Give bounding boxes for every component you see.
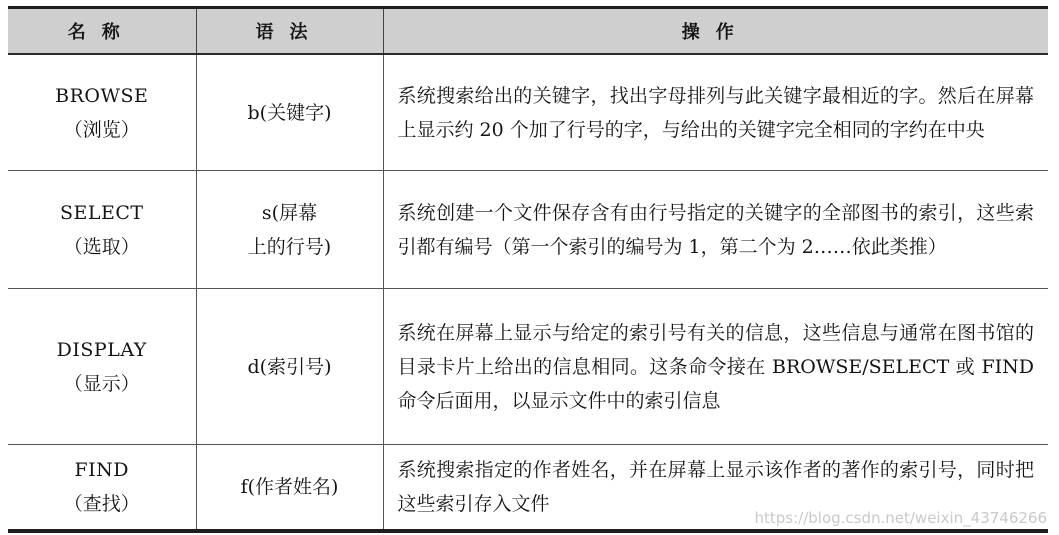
command-syntax-cell	[196, 289, 383, 445]
command-syntax: d(索引号)	[247, 355, 332, 378]
command-operation: 系统搜索给出的关键字，找出字母排列与此关键字最相近的字。然后在屏幕上显示约 20 个加了行号的字，与给出的关键字完全相同的字约在中央	[383, 54, 1048, 171]
command-name-en: SELECT	[59, 201, 144, 224]
table-row-browse	[8, 54, 1048, 171]
command-operation: 系统在屏幕上显示与给定的索引号有关的信息，这些信息与通常在图书馆的目录卡片上给出的信息相同。这条命令接在 BROWSE/SELECT 或 FIND 命令后面用，以显示文件中的索引信息	[383, 289, 1048, 445]
command-name-cell	[8, 289, 196, 445]
command-syntax-cell	[196, 171, 383, 289]
command-name-cn: （选取）	[63, 235, 140, 258]
command-operation: 系统创建一个文件保存含有由行号指定的关键字的全部图书的索引，这些索引都有编号（第一个索引的编号为 1，第二个为 2……依此类推）	[383, 171, 1048, 289]
command-syntax-cell	[196, 54, 383, 171]
command-name-cn: （浏览）	[63, 118, 140, 141]
command-name-en: FIND	[74, 459, 130, 481]
header-syntax: 语法	[196, 8, 383, 55]
header-name: 名称	[8, 8, 196, 55]
command-table	[8, 6, 1048, 533]
watermark-text: https://blog.csdn.net/weixin_43746266	[754, 509, 1047, 527]
command-syntax: f(作者姓名)	[240, 476, 339, 498]
command-syntax: b(关键字)	[247, 101, 332, 124]
command-name-en: BROWSE	[55, 84, 149, 107]
command-name-en: DISPLAY	[56, 338, 147, 361]
command-name-cell	[8, 171, 196, 289]
command-name-cn: （查找）	[63, 493, 140, 515]
command-name-cell	[8, 445, 196, 532]
command-syntax: s(屏幕 上的行号)	[247, 201, 332, 258]
command-operation: 系统搜索指定的作者姓名，并在屏幕上显示该作者的著作的索引号，同时把这些索引存入文件	[383, 445, 1048, 532]
header-operation: 操作	[383, 8, 1048, 55]
table-row-display	[8, 289, 1048, 445]
table-row-select	[8, 171, 1048, 289]
command-name-cell	[8, 54, 196, 171]
command-name-cn: （显示）	[63, 372, 140, 395]
table-header-row	[8, 8, 1048, 55]
command-syntax-cell	[196, 445, 383, 532]
